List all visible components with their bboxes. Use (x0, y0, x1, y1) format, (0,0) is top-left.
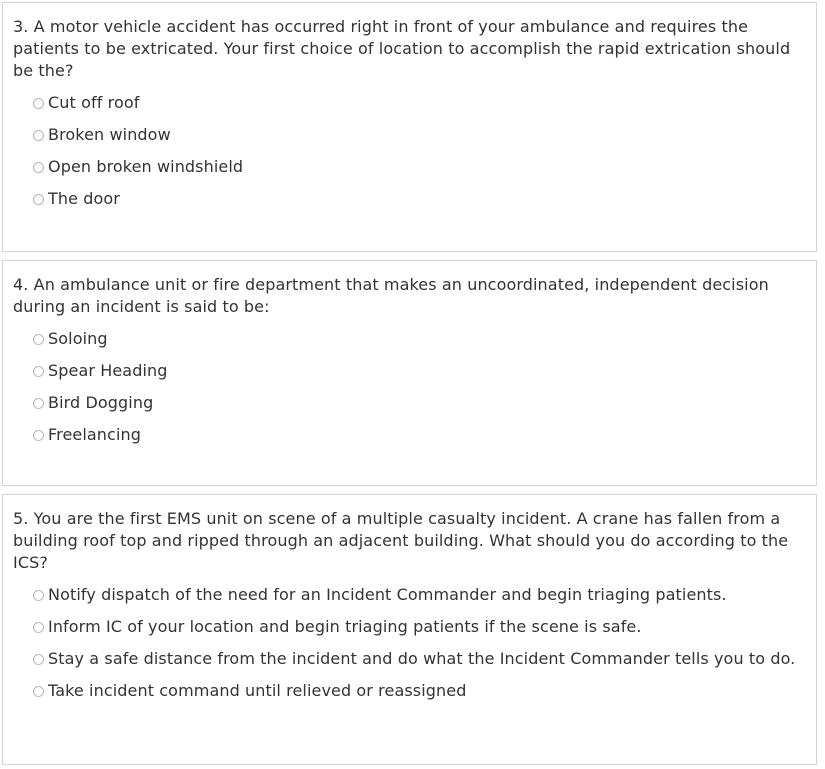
answer-options-5 (3, 574, 816, 702)
radio-button-icon[interactable] (33, 654, 44, 665)
answer-label: Freelancing (48, 425, 141, 444)
answer-label: Soloing (48, 329, 108, 348)
radio-button-icon[interactable] (33, 162, 44, 173)
answer-option[interactable] (33, 188, 806, 210)
answer-option[interactable] (33, 616, 806, 638)
radio-button-icon[interactable] (33, 590, 44, 601)
answer-label: Spear Heading (48, 361, 168, 380)
answer-label: Open broken windshield (48, 157, 244, 176)
answer-option[interactable] (33, 92, 806, 114)
answer-option[interactable] (33, 680, 806, 702)
answer-option[interactable] (33, 648, 806, 670)
radio-button-icon[interactable] (33, 622, 44, 633)
answer-label: Cut off roof (48, 93, 140, 112)
radio-button-icon[interactable] (33, 398, 44, 409)
radio-button-icon[interactable] (33, 430, 44, 441)
question-text-4: 4. An ambulance unit or fire department that makes an uncoordinated, independent decision during an incident is said to be: (13, 275, 769, 316)
answer-label: Inform IC of your location and begin triaging patients if the scene is safe. (48, 617, 642, 636)
answer-option[interactable] (33, 424, 806, 446)
answer-option[interactable] (33, 124, 806, 146)
answer-label: The door (48, 189, 120, 208)
radio-button-icon[interactable] (33, 686, 44, 697)
answer-label: Take incident command until relieved or reassigned (48, 681, 467, 700)
radio-button-icon[interactable] (33, 366, 44, 377)
answer-options-4 (3, 318, 816, 446)
answer-label: Stay a safe distance from the incident and do what the Incident Commander tells you to do. (48, 649, 796, 668)
question-text-3: 3. A motor vehicle accident has occurred right in front of your ambulance and requires the patients to be extricated. Your first choice of location to accomplish the rapid extrication should be the? (13, 17, 791, 80)
answer-option[interactable] (33, 392, 806, 414)
question-card-5 (2, 494, 817, 765)
answer-label: Notify dispatch of the need for an Incident Commander and begin triaging patients. (48, 585, 727, 604)
answer-option[interactable] (33, 156, 806, 178)
answer-option[interactable] (33, 328, 806, 350)
answer-label: Broken window (48, 125, 171, 144)
answer-option[interactable] (33, 360, 806, 382)
question-text-5: 5. You are the first EMS unit on scene of a multiple casualty incident. A crane has fallen from a building roof top and ripped through an adjacent building. What should you do according to the ICS? (13, 509, 789, 572)
question-card-4 (2, 260, 817, 486)
answer-option[interactable] (33, 584, 806, 606)
radio-button-icon[interactable] (33, 194, 44, 205)
answer-options-3 (3, 82, 816, 210)
question-card-3 (2, 2, 817, 252)
answer-label: Bird Dogging (48, 393, 154, 412)
radio-button-icon[interactable] (33, 98, 44, 109)
radio-button-icon[interactable] (33, 334, 44, 345)
radio-button-icon[interactable] (33, 130, 44, 141)
